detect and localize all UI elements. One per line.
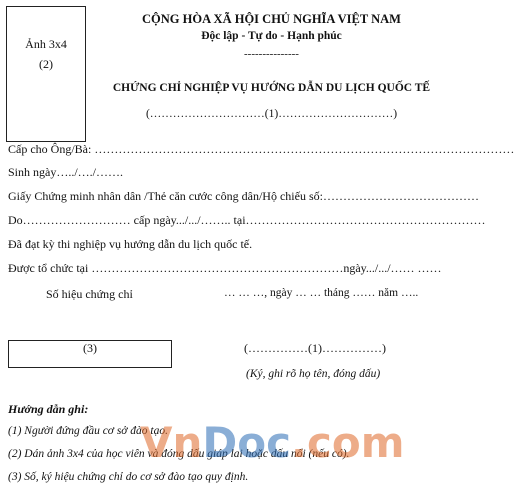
photo-label: Ảnh 3x4 xyxy=(25,37,67,51)
signature-instruction: (Ký, ghi rõ họ tên, đóng dấu) xyxy=(246,368,381,380)
exam-passed-statement: Đã đạt kỳ thi nghiệp vụ hướng dẫn du lịch quốc tế. xyxy=(8,237,253,251)
photo-placeholder-box xyxy=(6,6,86,142)
guide-note-2: (2) Dán ảnh 3x4 của học viên và đóng dấu giáp lai hoặc dấu nổi (nếu có). xyxy=(8,448,350,460)
watermark-part-com: .com xyxy=(291,418,405,467)
watermark-logo xyxy=(140,418,405,467)
national-motto: Độc lập - Tự do - Hạnh phúc xyxy=(201,30,342,42)
field-organized-at: Được tổ chức tại ………………………………………………………ngày.../.../…… …… xyxy=(8,261,442,275)
watermark-part-doc: Doc xyxy=(202,418,292,467)
document-subtitle: (…………………………(1)…………………………) xyxy=(145,108,398,120)
field-id-document: Giấy Chứng minh nhân dân /Thẻ căn cước công dân/Hộ chiếu số:………………………………… xyxy=(8,189,479,203)
header-divider: --------------- xyxy=(244,48,299,60)
field-date-of-birth: Sinh ngày…../…./……. xyxy=(8,165,124,179)
cert-number-ref: (3) xyxy=(83,341,97,355)
guide-note-3: (3) Số, ký hiệu chứng chỉ do cơ sở đào tạo quy định. xyxy=(8,471,249,483)
document-title: CHỨNG CHỈ NGHIỆP VỤ HƯỚNG DẪN DU LỊCH QUỐC TẾ xyxy=(112,82,431,94)
cert-date-line: … … …, ngày … … tháng …… năm ….. xyxy=(224,287,419,299)
guide-note-1: (1) Người đứng đầu cơ sở đào tạo. xyxy=(8,425,169,437)
cert-number-box xyxy=(8,340,172,368)
field-issued-by: Do……………………… cấp ngày.../.../…….. tại…………………………………………………… xyxy=(8,213,486,227)
photo-note-ref: (2) xyxy=(39,57,53,71)
signing-org-line: (……………(1)……………) xyxy=(244,341,386,355)
watermark-part-vn: Vn xyxy=(140,418,203,467)
field-issued-to: Cấp cho Ông/Bà: …………………………………………………………………………………………… xyxy=(8,142,514,156)
country-name: CỘNG HÒA XÃ HỘI CHỦ NGHĨA VIỆT NAM xyxy=(142,12,401,26)
cert-number-label: Số hiệu chứng chỉ xyxy=(46,287,133,301)
guide-heading: Hướng dẫn ghi: xyxy=(8,402,89,416)
